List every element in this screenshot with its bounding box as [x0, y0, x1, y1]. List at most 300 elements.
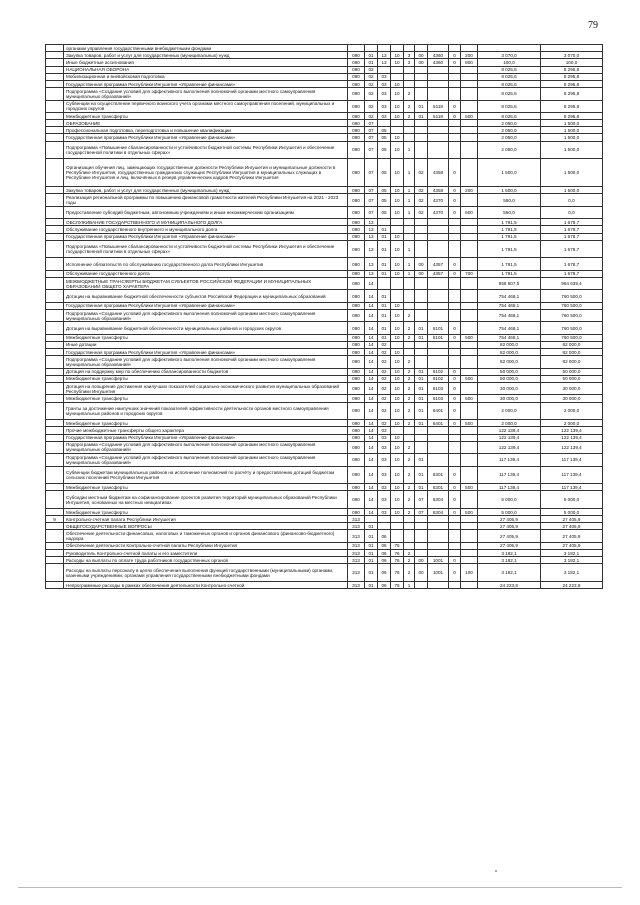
amount-year-2: 1 500,0: [541, 134, 603, 141]
row-number: [46, 582, 64, 589]
table-row: [46, 375, 603, 382]
code-subprogram: 2: [404, 100, 415, 112]
code-ministry: 090: [348, 187, 365, 194]
code-subprogram: 2: [404, 395, 415, 402]
code-direction-ext: 0: [449, 557, 461, 564]
code-direction-ext: 0: [449, 402, 461, 420]
code-direction: [428, 427, 449, 434]
row-name: Иные дотации: [64, 341, 348, 348]
code-subsection: [378, 219, 391, 226]
row-number: [46, 341, 64, 348]
code-subsection: 02: [378, 375, 391, 382]
code-expense-type: [461, 73, 478, 80]
code-subprogram: 2: [404, 112, 415, 119]
code-subsection: 05: [378, 187, 391, 194]
table-row: [46, 80, 603, 87]
code-subprogram: [404, 516, 415, 523]
code-expense-type: 500: [461, 334, 478, 341]
code-subprogram: [404, 134, 415, 141]
code-section: [365, 516, 378, 523]
row-number: [46, 233, 64, 240]
code-subsection: 05: [378, 134, 391, 141]
table-row: [46, 523, 603, 530]
code-program: 10: [391, 134, 404, 141]
code-section: 07: [365, 206, 378, 218]
amount-year-1: 27 405,9: [478, 530, 541, 542]
code-ministry: 090: [348, 134, 365, 141]
amount-year-1: 50 000,0: [478, 375, 541, 382]
code-direction-ext: 0: [449, 187, 461, 194]
code-ministry: 090: [348, 66, 365, 73]
code-subprogram: 2: [404, 88, 415, 100]
amount-year-1: 122 139,4: [478, 427, 541, 434]
code-ministry: 090: [348, 368, 365, 375]
row-number: [46, 219, 64, 226]
amount-year-2: 8 295,8: [541, 66, 603, 73]
amount-year-2: 1 500,0: [541, 159, 603, 187]
code-section: 01: [365, 564, 378, 582]
code-event: 01: [415, 334, 428, 341]
code-subprogram: [404, 233, 415, 240]
code-ministry: 090: [348, 466, 365, 484]
code-direction: [428, 45, 449, 52]
code-direction-ext: [449, 66, 461, 73]
code-subsection: 03: [378, 508, 391, 515]
amount-year-2: 27 405,9: [541, 530, 603, 542]
row-number: 9: [46, 516, 64, 523]
amount-year-2: 3 182,1: [541, 557, 603, 564]
code-program: [391, 530, 404, 542]
code-ministry: 090: [348, 491, 365, 509]
code-direction-ext: [449, 550, 461, 557]
code-direction: [428, 127, 449, 134]
amount-year-2: 8 295,8: [541, 88, 603, 100]
code-program: [391, 120, 404, 127]
table-row: [46, 73, 603, 80]
code-program: 10: [391, 508, 404, 515]
code-expense-type: [461, 516, 478, 523]
code-event: [415, 134, 428, 141]
code-event: [415, 550, 428, 557]
code-ministry: [348, 45, 365, 52]
amount-year-2: 3 182,1: [541, 564, 603, 582]
row-name: Обеспечение деятельности Контрольно-счетной палаты Республики Ингушетия: [64, 542, 348, 549]
code-direction: [428, 454, 449, 466]
code-program: 10: [391, 420, 404, 427]
code-expense-type: [461, 194, 478, 206]
amount-year-1: 3 182,1: [478, 557, 541, 564]
table-row: [46, 277, 603, 289]
code-event: 02: [415, 206, 428, 218]
row-number: [46, 120, 64, 127]
code-ministry: 090: [348, 277, 365, 289]
code-section: 01: [365, 542, 378, 549]
code-ministry: 313: [348, 542, 365, 549]
row-name: Межбюджетные трансферты: [64, 395, 348, 402]
code-section: 01: [365, 582, 378, 589]
amount-year-2: 82 000,0: [541, 356, 603, 368]
table-row: [46, 434, 603, 441]
code-expense-type: [461, 441, 478, 453]
code-program: 10: [391, 349, 404, 356]
row-number: [46, 134, 64, 141]
code-expense-type: [461, 277, 478, 289]
code-subsection: [378, 66, 391, 73]
code-subprogram: [404, 277, 415, 289]
code-ministry: 090: [348, 120, 365, 127]
table-row: [46, 187, 603, 194]
code-ministry: 090: [348, 73, 365, 80]
row-number: [46, 420, 64, 427]
table-row: [46, 219, 603, 226]
code-program: 10: [391, 356, 404, 368]
code-subprogram: [404, 66, 415, 73]
code-program: [391, 341, 404, 348]
code-expense-type: [461, 45, 478, 52]
amount-year-1: 1 791,5: [478, 240, 541, 258]
code-section: 07: [365, 127, 378, 134]
row-number: [46, 127, 64, 134]
amount-year-2: 1 678,7: [541, 258, 603, 270]
code-event: [415, 349, 428, 356]
code-direction-ext: [449, 290, 461, 302]
code-subsection: 02: [378, 383, 391, 395]
code-expense-type: [461, 402, 478, 420]
code-subsection: 01: [378, 334, 391, 341]
code-direction-ext: 0: [449, 59, 461, 66]
row-number: [46, 141, 64, 159]
code-direction: [428, 66, 449, 73]
code-direction: 6101: [428, 334, 449, 341]
code-subprogram: 2: [404, 454, 415, 466]
code-event: 01: [415, 368, 428, 375]
table-row: [46, 240, 603, 258]
code-ministry: 090: [348, 52, 365, 59]
code-ministry: 313: [348, 564, 365, 582]
code-ministry: 090: [348, 112, 365, 119]
code-direction-ext: [449, 73, 461, 80]
code-expense-type: 200: [461, 187, 478, 194]
row-name: Руководитель Контрольно-счетной палаты и его заместители: [64, 550, 348, 557]
table-row: [46, 383, 603, 395]
code-program: [391, 226, 404, 233]
code-subprogram: 2: [404, 491, 415, 509]
code-direction-ext: 0: [449, 112, 461, 119]
code-event: 01: [415, 402, 428, 420]
code-ministry: 090: [348, 341, 365, 348]
code-expense-type: [461, 491, 478, 509]
code-subprogram: 1: [404, 194, 415, 206]
code-direction: 4358: [428, 159, 449, 187]
row-number: [46, 66, 64, 73]
code-direction: 6304: [428, 508, 449, 515]
row-number: [46, 530, 64, 542]
row-number: [46, 395, 64, 402]
table-row: [46, 508, 603, 515]
code-direction-ext: 0: [449, 508, 461, 515]
amount-year-2: 1 678,7: [541, 226, 603, 233]
code-expense-type: [461, 542, 478, 549]
table-row: [46, 309, 603, 321]
table-row: [46, 134, 603, 141]
table-row: [46, 88, 603, 100]
amount-year-1: 1 791,5: [478, 270, 541, 277]
amount-year-1: 8 025,6: [478, 80, 541, 87]
code-direction-ext: 0: [449, 383, 461, 395]
code-subprogram: 2: [404, 441, 415, 453]
code-ministry: 090: [348, 206, 365, 218]
code-expense-type: [461, 341, 478, 348]
code-event: 00: [415, 52, 428, 59]
code-event: [415, 66, 428, 73]
code-event: [415, 309, 428, 321]
code-subprogram: 3: [404, 52, 415, 59]
code-subprogram: 1: [404, 258, 415, 270]
code-ministry: 090: [348, 420, 365, 427]
amount-year-1: 754 468,1: [478, 309, 541, 321]
code-direction: 6304: [428, 491, 449, 509]
amount-year-1: 82 000,0: [478, 341, 541, 348]
code-direction: [428, 240, 449, 258]
row-number: [46, 80, 64, 87]
code-subsection: 05: [378, 141, 391, 159]
row-name: Межбюджетные трансферты: [64, 508, 348, 515]
code-program: 10: [391, 434, 404, 441]
row-number: [46, 52, 64, 59]
amount-year-1: 2 050,0: [478, 120, 541, 127]
code-direction: 6103: [428, 383, 449, 395]
code-ministry: 090: [348, 59, 365, 66]
row-name: Дотации на выравнивание бюджетной обеспеченности субъектов Российской Федерации и муниципальных образований: [64, 290, 348, 302]
row-name: Субвенции бюджетам муниципальных районов на исполнение полномочий по расчёту и предоставлению дотаций бюджетам сельских поселений Республики Ингушетия: [64, 466, 348, 484]
amount-year-1: 8 025,6: [478, 88, 541, 100]
amount-year-2: 100,0: [541, 59, 603, 66]
code-subprogram: 1: [404, 141, 415, 159]
code-section: 14: [365, 508, 378, 515]
code-expense-type: [461, 368, 478, 375]
amount-year-1: 122 139,4: [478, 441, 541, 453]
code-subprogram: [404, 434, 415, 441]
code-subsection: 02: [378, 349, 391, 356]
code-ministry: 090: [348, 508, 365, 515]
row-number: [46, 112, 64, 119]
page-number: 79: [588, 20, 598, 31]
row-number: [46, 290, 64, 302]
code-direction: 4357: [428, 270, 449, 277]
code-direction: [428, 277, 449, 289]
row-name: Закупка товаров, работ и услуг для государственных (муниципальных) нужд: [64, 187, 348, 194]
code-program: 10: [391, 258, 404, 270]
amount-year-2: 0,0: [541, 194, 603, 206]
table-row: [46, 159, 603, 187]
code-expense-type: [461, 302, 478, 309]
code-subprogram: 2: [404, 334, 415, 341]
row-number: [46, 194, 64, 206]
code-event: [415, 441, 428, 453]
row-name: Расходы на выплаты персоналу в целях обеспечения выполнения функций государственными (муниципальными) органами, казенными учреждениями, органами управления государственными внебюджетными фондами: [64, 564, 348, 582]
code-subprogram: 3: [404, 59, 415, 66]
row-number: [46, 206, 64, 218]
amount-year-1: 1 791,5: [478, 226, 541, 233]
code-event: 07: [415, 491, 428, 509]
row-number: [46, 356, 64, 368]
code-ministry: 090: [348, 226, 365, 233]
row-number: [46, 187, 64, 194]
code-ministry: 090: [348, 309, 365, 321]
code-ministry: 313: [348, 582, 365, 589]
code-ministry: 090: [348, 159, 365, 187]
code-event: [415, 127, 428, 134]
code-expense-type: [461, 466, 478, 484]
code-expense-type: [461, 258, 478, 270]
table-row: [46, 427, 603, 434]
code-subprogram: 2: [404, 466, 415, 484]
amount-year-1: 8 025,6: [478, 100, 541, 112]
code-program: 10: [391, 59, 404, 66]
code-direction-ext: 0: [449, 159, 461, 187]
code-program: 10: [391, 187, 404, 194]
amount-year-1: 2 000,0: [478, 402, 541, 420]
table-row: [46, 420, 603, 427]
code-program: 10: [391, 383, 404, 395]
table-row: [46, 341, 603, 348]
code-program: 76: [391, 564, 404, 582]
code-subsection: 03: [378, 441, 391, 453]
code-ministry: 313: [348, 550, 365, 557]
row-name: Межбюджетные трансферты: [64, 375, 348, 382]
code-ministry: 090: [348, 270, 365, 277]
code-section: 14: [365, 395, 378, 402]
amount-year-2: 117 139,4: [541, 484, 603, 491]
code-expense-type: [461, 582, 478, 589]
code-direction-ext: [449, 530, 461, 542]
amount-year-1: 27 405,9: [478, 516, 541, 523]
code-direction: [428, 88, 449, 100]
code-section: 01: [365, 52, 378, 59]
code-direction-ext: [449, 309, 461, 321]
amount-year-2: 5 000,0: [541, 491, 603, 509]
code-direction: 6401: [428, 402, 449, 420]
code-direction: [428, 309, 449, 321]
row-name: Обслуживание государственного долга: [64, 270, 348, 277]
code-event: [415, 141, 428, 159]
table-row: [46, 226, 603, 233]
code-event: 02: [415, 194, 428, 206]
amount-year-1: 50 000,0: [478, 368, 541, 375]
code-program: 76: [391, 582, 404, 589]
code-event: 01: [415, 375, 428, 382]
code-event: 00: [415, 270, 428, 277]
row-number: [46, 491, 64, 509]
code-subprogram: 2: [404, 508, 415, 515]
code-subsection: 06: [378, 557, 391, 564]
code-expense-type: 500: [461, 420, 478, 427]
code-direction-ext: [449, 341, 461, 348]
amount-year-2: 964 639,4: [541, 277, 603, 289]
amount-year-2: 1 500,0: [541, 187, 603, 194]
code-subprogram: [404, 427, 415, 434]
code-section: 13: [365, 226, 378, 233]
row-name: Обеспечение деятельности финансовых, налоговых и таможенных органов и органов финансового (финансово-бюджетного) надзора: [64, 530, 348, 542]
code-direction: [428, 341, 449, 348]
code-program: 10: [391, 240, 404, 258]
code-section: 14: [365, 302, 378, 309]
amount-year-2: 1 500,0: [541, 127, 603, 134]
code-subsection: [378, 120, 391, 127]
code-subprogram: [404, 80, 415, 87]
amount-year-1: 550,0: [478, 194, 541, 206]
code-ministry: 090: [348, 454, 365, 466]
code-expense-type: [461, 80, 478, 87]
amount-year-2: 1 678,7: [541, 233, 603, 240]
row-name: Государственная программа Республики Ингушетия «Управление финансами»: [64, 302, 348, 309]
amount-year-1: 30 000,0: [478, 383, 541, 395]
code-subsection: 13: [378, 59, 391, 66]
code-direction: 6301: [428, 484, 449, 491]
code-direction: [428, 134, 449, 141]
amount-year-1: 30 000,0: [478, 395, 541, 402]
code-ministry: 090: [348, 141, 365, 159]
code-subsection: 03: [378, 80, 391, 87]
code-expense-type: [461, 309, 478, 321]
code-ministry: 090: [348, 290, 365, 302]
code-subprogram: [404, 73, 415, 80]
code-subsection: 01: [378, 322, 391, 334]
table-row: [46, 334, 603, 341]
amount-year-2: 2 000,0: [541, 420, 603, 427]
code-subsection: 03: [378, 466, 391, 484]
row-number: [46, 427, 64, 434]
code-subprogram: 1: [404, 187, 415, 194]
code-subsection: 05: [378, 159, 391, 187]
code-subsection: [378, 516, 391, 523]
row-number: [46, 334, 64, 341]
code-section: 13: [365, 240, 378, 258]
row-name: Организация обучения лиц, замещающих государственные должности Республики Ингушетия и муниципальные должности в Республике Ингушетия, государственных гражданских служащих Республики Ингушетия и муниципальных служащих в Республике Ингушетия и лиц, включённых в резерв управленческих кадров Республики Ингушетия: [64, 159, 348, 187]
code-subprogram: 1: [404, 159, 415, 187]
code-direction-ext: [449, 88, 461, 100]
code-program: 76: [391, 542, 404, 549]
code-ministry: 090: [348, 302, 365, 309]
code-direction-ext: 0: [449, 258, 461, 270]
code-event: 01: [415, 100, 428, 112]
code-direction-ext: 0: [449, 491, 461, 509]
code-direction-ext: [449, 80, 461, 87]
code-program: [391, 427, 404, 434]
code-direction-ext: [449, 349, 461, 356]
code-direction-ext: [449, 454, 461, 466]
code-event: [415, 290, 428, 302]
code-event: 01: [415, 383, 428, 395]
code-ministry: 090: [348, 322, 365, 334]
code-subprogram: [404, 530, 415, 542]
table-row: [46, 194, 603, 206]
row-name: ОБРАЗОВАНИЕ: [64, 120, 348, 127]
code-direction-ext: 0: [449, 270, 461, 277]
code-section: [365, 45, 378, 52]
code-expense-type: [461, 349, 478, 356]
code-event: [415, 530, 428, 542]
code-subsection: 06: [378, 550, 391, 557]
row-name: Дотация на выравнивание бюджетной обеспеченности муниципальных районов и городских округов: [64, 322, 348, 334]
code-subprogram: 2: [404, 309, 415, 321]
code-direction-ext: [449, 302, 461, 309]
amount-year-1: 117 139,4: [478, 466, 541, 484]
amount-year-2: 1 500,0: [541, 141, 603, 159]
table-row: [46, 302, 603, 309]
table-row: [46, 270, 603, 277]
code-expense-type: [461, 240, 478, 258]
